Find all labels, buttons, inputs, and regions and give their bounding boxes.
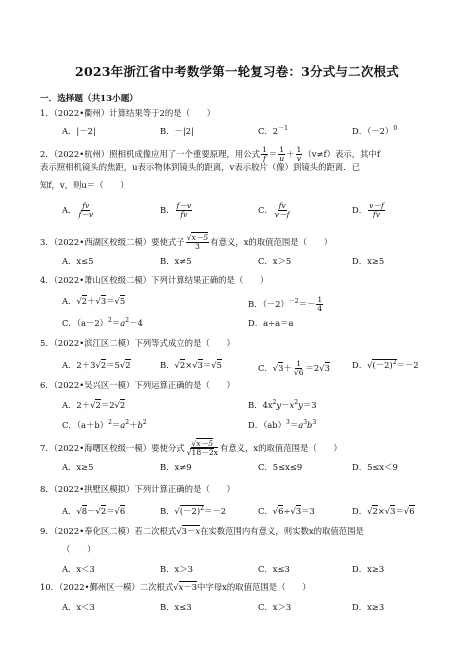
q7-option-d: D．5≤x＜9 xyxy=(352,462,398,472)
q7-option-c: C．5≤x≤9 xyxy=(258,462,303,472)
q3-option-d: D．x≥5 xyxy=(352,256,385,266)
question-7-stem: 7．（2022•海曙区校级一模）要使分式 $\frac{√x-5}{√18-2x}$ 有意义，x的取值范围是（ ） xyxy=(40,439,342,457)
q5-option-c: C．√3＋ $\frac{1}{√6}$ ＝2√3 xyxy=(258,359,330,377)
q9-option-a: A．x＜3 xyxy=(62,564,95,574)
question-2-stem-line-3: 知f，v，则u＝（ ） xyxy=(40,180,129,190)
q2-option-c: C． $\frac{fv}{v-f}$ xyxy=(258,201,290,219)
q1-option-a: A．|－2| xyxy=(62,126,96,136)
q4-option-d: D．a÷a＝a xyxy=(248,318,294,328)
q3-option-a: A．x≤5 xyxy=(62,256,94,266)
q10-option-c: C．x＞3 xyxy=(258,602,292,612)
q9-option-c: C．x≤3 xyxy=(258,564,290,574)
q9-option-b: B．x＞3 xyxy=(160,564,193,574)
q10-option-a: A．x＜3 xyxy=(62,602,95,612)
q6-option-c: C．$(a+b)^2=a^2+b^2$ xyxy=(62,419,147,430)
question-10-stem: 10．（2022•鄞州区一模）二次根式√x－3中字母x的取值范围是（ ） xyxy=(40,582,311,592)
q10-option-d: D．x≥3 xyxy=(352,602,385,612)
q4-option-b: B．$(-2)^{-2}=-$ $\frac{1}{4}$ xyxy=(248,295,323,313)
q2-option-a: A． $\frac{fv}{f-v}$ xyxy=(62,201,94,219)
question-9-paren: （ ） xyxy=(62,544,96,554)
question-5-stem: 5．（2022•滨江区二模）下列等式成立的是（ ） xyxy=(40,338,235,348)
question-2-stem-line-2: 表示照相机镜头的焦距，u表示物体到镜头的距离，v表示胶片（像）到镜头的距离．已 xyxy=(40,162,360,172)
question-8-stem: 8．（2022•拱墅区模拟）下列计算正确的是（ ） xyxy=(40,484,235,494)
q8-option-b: B．$√(-2)^2=-2$ xyxy=(160,505,227,516)
q4-option-c: C．$(a-2)^2=a^2-4$ xyxy=(62,317,143,328)
q1-option-d: D．$(-2)^0$ xyxy=(352,125,398,136)
q1-option-b: B．－|2| xyxy=(160,126,194,136)
question-1-stem: 1．（2022•衢州）计算结果等于2的是（ ） xyxy=(40,108,216,118)
section-heading: 一．选择题（共13小题） xyxy=(40,94,138,104)
q2-option-b: B． $\frac{f-v}{fv}$ xyxy=(160,201,192,219)
q2-option-d: D． $\frac{v-f}{fv}$ xyxy=(352,201,384,219)
q3-option-b: B．x≠5 xyxy=(160,256,192,266)
q5-option-d: D．$√(-2)^2=-2$ xyxy=(352,359,419,370)
q7-option-b: B．x≠9 xyxy=(160,462,192,472)
q5-option-b: B．√2×√3＝√5 xyxy=(160,360,222,370)
q8-option-c: C．√6÷√3＝3 xyxy=(258,506,315,516)
q6-option-a: A．2＋√2＝2√2 xyxy=(62,400,126,410)
q9-option-d: D．x≥3 xyxy=(352,564,385,574)
question-4-stem: 4．（2022•萧山区校级二模）下列计算结果正确的是（ ） xyxy=(40,275,269,285)
question-6-stem: 6．（2022•吴兴区一模）下列运算正确的是（ ） xyxy=(40,380,235,390)
question-2-stem: 2．（2022•杭州）照相机成像应用了一个重要原理，用公式 $\frac{1}{f}$ ＝ $\frac{1}{u}$ ＋ $\frac{1}{v}$ （v≠f）表示，其中f xyxy=(40,145,380,163)
q8-option-a: A．√8－√2＝√6 xyxy=(62,506,126,516)
page-title: 2023年浙江省中考数学第一轮复习卷：3分式与二次根式 xyxy=(75,64,399,79)
q5-option-a: A．2＋3√2＝5√2 xyxy=(62,360,131,370)
q6-option-d: D．$(ab)^3=a^3b^3$ xyxy=(248,419,317,430)
question-3-stem: 3．（2022•西湖区校级二模）要使式子 $\frac{√x-5}{3}$ 有意义，x的取值范围是（ ） xyxy=(40,233,333,251)
q10-option-b: B．x≤3 xyxy=(160,602,192,612)
question-9-stem: 9．（2022•奉化区二模）若二次根式√3－x在实数范围内有意义，则实数x的取值范围是 xyxy=(40,526,364,536)
q7-option-a: A．x≥5 xyxy=(62,462,94,472)
q4-option-a: A．√2＋√3＝√5 xyxy=(62,296,126,306)
q1-option-c: C．$2^{-1}$ xyxy=(258,125,288,136)
q3-option-c: C．x＞5 xyxy=(258,256,292,266)
q6-option-b: B．$4x^2y-x^2y=3$ xyxy=(248,399,317,410)
q8-option-d: D．√2×√3＝√6 xyxy=(352,506,415,516)
